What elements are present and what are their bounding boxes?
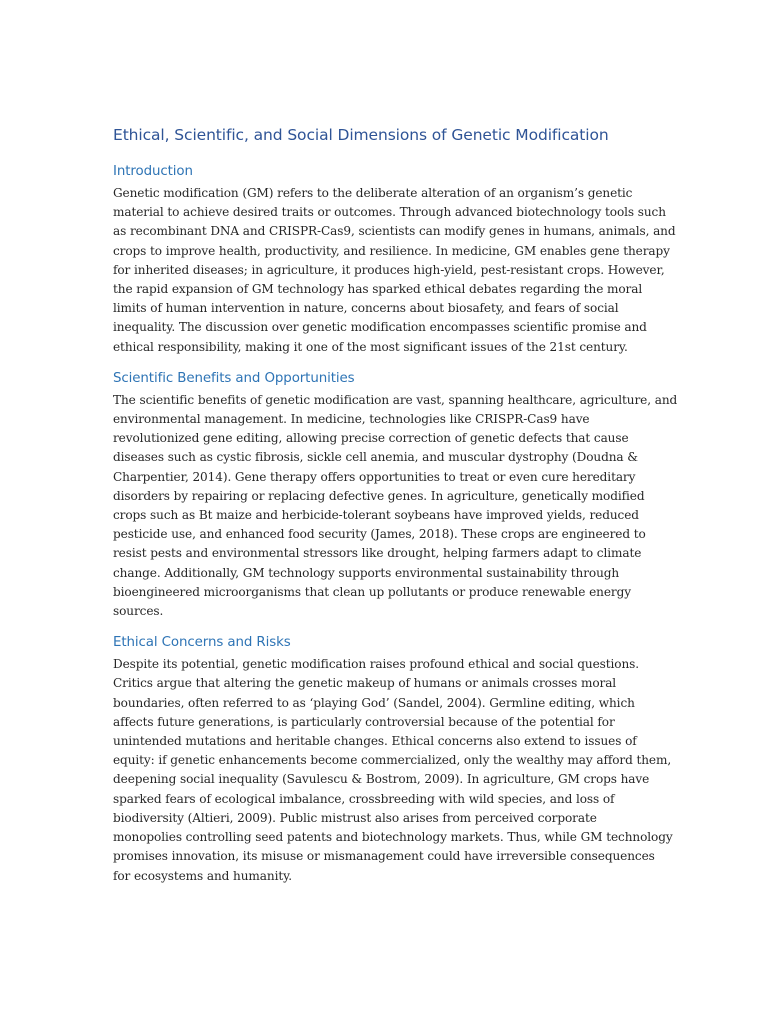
body-line: inequality. The discussion over genetic modification encompasses scientific promise and <box>113 320 647 335</box>
body-line: pesticide use, and enhanced food security (James, 2018). These crops are engineered to <box>113 527 646 542</box>
body-line: Critics argue that altering the genetic makeup of humans or animals crosses moral <box>113 676 617 691</box>
body-line: boundaries, often referred to as ‘playing God’ (Sandel, 2004). Germline editing, which <box>113 695 635 710</box>
body-line: limits of human intervention in nature, concerns about biosafety, and fears of social <box>113 301 619 316</box>
body-line: Genetic modification (GM) refers to the deliberate alteration of an organism’s genetic <box>113 186 633 200</box>
body-line: deepening social inequality (Savulescu & Bostrom, 2009). In agriculture, GM crops have <box>113 772 650 787</box>
body-line: ethical responsibility, making it one of the most significant issues of the 21st century. <box>113 339 628 354</box>
section-heading-introduction: Introduction <box>113 164 193 179</box>
body-line: for ecosystems and humanity. <box>113 868 293 883</box>
section-body-scientific-benefits <box>113 391 678 621</box>
section-heading-scientific-benefits: Scientific Benefits and Opportunities <box>113 370 355 386</box>
body-line: disorders by repairing or replacing defective genes. In agriculture, genetically modified <box>113 488 645 503</box>
body-line: as recombinant DNA and CRISPR-Cas9, scientists can modify genes in humans, animals, and <box>113 224 676 239</box>
body-line: Despite its potential, genetic modification raises profound ethical and social questions. <box>113 657 639 672</box>
body-line: equity: if genetic enhancements become commercialized, only the wealthy may afford them, <box>113 753 672 768</box>
document-title: Ethical, Scientific, and Social Dimensions of Genetic Modification <box>113 126 609 144</box>
body-line: monopolies controlling seed patents and biotechnology markets. Thus, while GM technology <box>113 830 673 845</box>
section-introduction <box>113 162 676 357</box>
body-line: promises innovation, its misuse or mismanagement could have irreversible consequences <box>113 849 655 864</box>
section-scientific-benefits <box>113 369 678 621</box>
section-body-introduction <box>113 184 676 357</box>
body-line: crops to improve health, productivity, and resilience. In medicine, GM enables gene therapy <box>113 243 670 258</box>
body-line: Charpentier, 2014). Gene therapy offers opportunities to treat or even cure hereditary <box>113 469 636 484</box>
body-line: sources. <box>113 604 164 619</box>
body-line: environmental management. In medicine, technologies like CRISPR-Cas9 have <box>113 412 590 427</box>
body-line: revolutionized gene editing, allowing precise correction of genetic defects that cause <box>113 431 629 446</box>
body-line: affects future generations, is particularly controversial because of the potential for <box>113 714 615 729</box>
body-line: sparked fears of ecological imbalance, crossbreeding with wild species, and loss of <box>113 791 615 806</box>
body-line: for inherited diseases; in agriculture, it produces high-yield, pest-resistant crops. However, <box>113 262 665 277</box>
body-line: material to achieve desired traits or outcomes. Through advanced biotechnology tools such <box>113 205 666 220</box>
section-heading-ethical-concerns: Ethical Concerns and Risks <box>113 635 291 651</box>
body-line: crops such as Bt maize and herbicide-tolerant soybeans have improved yields, reduced <box>113 508 639 523</box>
body-line: The scientific benefits of genetic modification are vast, spanning healthcare, agriculture, and <box>113 392 678 407</box>
body-line: unintended mutations and heritable changes. Ethical concerns also extend to issues of <box>113 734 637 749</box>
body-line: bioengineered microorganisms that clean up pollutants or produce renewable energy <box>113 584 631 599</box>
body-line: biodiversity (Altieri, 2009). Public mistrust also arises from perceived corporate <box>113 810 597 825</box>
section-body-ethical-concerns <box>113 655 673 885</box>
body-line: resist pests and environmental stressors like drought, helping farmers adapt to climate <box>113 546 642 561</box>
section-ethical-concerns <box>113 633 673 885</box>
body-line: the rapid expansion of GM technology has sparked ethical debates regarding the moral <box>113 282 643 297</box>
body-line: change. Additionally, GM technology supports environmental sustainability through <box>113 565 620 580</box>
body-line: diseases such as cystic fibrosis, sickle cell anemia, and muscular dystrophy (Doudna & <box>113 450 638 465</box>
document-content <box>113 124 678 898</box>
